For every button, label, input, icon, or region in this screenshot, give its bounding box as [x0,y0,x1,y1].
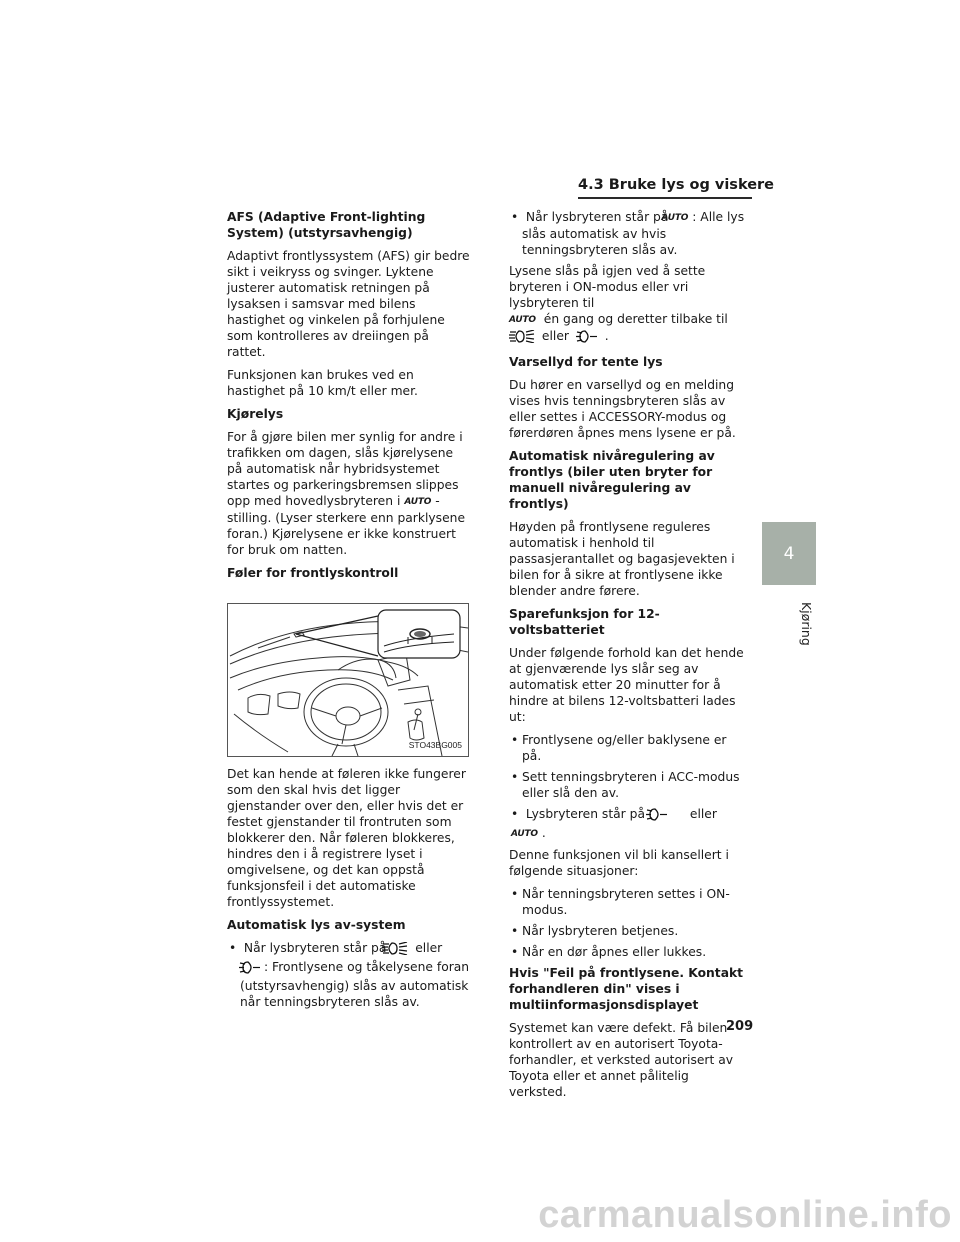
auto-bullet [509,209,749,258]
save-bullet-3-text-a: Lysbryteren står på [525,807,645,821]
chapter-tab [762,522,816,585]
afs-paragraph-1: Adaptivt frontlyssystem (AFS) gir bedre sikt i veikryss og svinger. Lyktene justerer automatisk retningen på lysaksen i samsvar med bilens hastighet og vinkelen på forhjulene som kontrolleres av dreiingen på rattet. [227,249,470,359]
afs-paragraph-2: Funksjonen kan brukes ved en hastighet på 10 km/t eller mer. [227,368,418,398]
watermark: carmanualsonline.info [538,1193,952,1236]
auto-off-bullet-1 [227,940,471,1010]
tail-light-icon [576,330,598,347]
auto-off-text-c: : Frontlysene og tåkelysene foran (utstyrsavhengig) slås av automatisk når tenningsbryteren slås av. [240,960,470,1009]
drl-heading: Kjørelys [227,407,284,421]
cancel-bullet-2: • Når lysbryteren betjenes. [509,923,749,939]
warn-heading: Varsellyd for tente lys [509,355,663,369]
cancel-bullet-1: • Når tenningsbryteren settes i ON-modus. [509,886,749,918]
save-bullet-2: • Sett tenningsbryteren i ACC-modus eller slå den av. [509,769,749,801]
chapter-number: 4 [783,543,795,564]
save-paragraph: Under følgende forhold kan det hende at gjenværende lys slår seg av automatisk etter 20 minutter for å hindre at bilens 12-voltsbatteri lades ut: [509,646,744,724]
dashboard-sensor-figure [227,603,469,757]
auto-bullet-text-b: : Alle lys slås automatisk av hvis tenningsbryteren slås av. [522,210,745,257]
drl-text-b: -stilling. (Lyser sterkere enn parklysene foran.) Kjørelysene er ikke konstruert for bruk om natten. [227,494,466,557]
auto-off-heading: Automatisk lys av-system [227,918,406,932]
tail-light-icon [250,961,261,978]
save-bullet-1: • Frontlysene og/eller baklysene er på. [509,732,749,764]
right-column [509,209,749,1107]
auto-icon: AUTO [511,829,538,839]
save-bullet-3-text-c: . [541,826,546,840]
save-bullet-3 [509,806,749,842]
dashboard-illustration [228,604,468,756]
fault-paragraph: Systemet kan være defekt. Få bilen kontrollert av en autorisert Toyota-forhandler, et verksted autorisert av Toyota eller et annet pålitelig verksted. [509,1021,734,1099]
auto-icon: AUTO [404,497,432,507]
cancel-paragraph: Denne funksjonen vil bli kansellert i følgende situasjoner: [509,848,729,878]
level-heading: Automatisk nivåregulering av frontlys (biler uten bryter for manuell nivåregulering av frontlys) [509,449,715,511]
tail-light-icon [657,808,668,825]
relit-text-a: Lysene slås på igjen ved å sette bryteren i ON-modus eller vri lysbryteren til [509,264,706,310]
fault-heading: Hvis "Feil på frontlysene. Kontakt forhandleren din" vises i multiinformasjonsdisplayet [509,966,744,1012]
header-rule [578,197,752,199]
left-column [227,209,471,1015]
section-header: 4.3 Bruke lys og viskere [578,177,775,193]
auto-off-text-a: Når lysbryteren står på [243,941,387,955]
drl-text-a: For å gjøre bilen mer synlig for andre i trafikken om dagen, slås kjørelysene på automatisk når hybridsystemet startes og parkeringsbremsen slippes opp med hovedlysbryteren i [227,430,463,508]
sensor-paragraph: Det kan hende at føleren ikke fungerer som den skal hvis det ligger gjenstander over den, eller hvis det er festet gjenstander til frontruten som blokkerer den. Når føleren blokkeres, hindres den i å registrere lyset i omgivelsene, og det kan oppstå funksjonsfeil i det automatiske frontlyssystemet. [227,767,466,909]
auto-off-text-b: eller [415,941,443,955]
relit-paragraph [509,263,749,347]
afs-heading: AFS (Adaptive Front-lighting System) (utstyrsavhengig) [227,210,426,240]
drl-paragraph [227,429,471,558]
level-paragraph: Høyden på frontlysene reguleres automatisk i henhold til passasjerantallet og bagasjevekten i bilen for å sikre at frontlysene ikke blender andre førere. [509,520,735,598]
relit-text-b: én gang og deretter tilbake til [543,312,728,326]
relit-text-c: eller [541,329,569,343]
save-bullet-3-text-b: eller [689,807,717,821]
save-heading: Sparefunksjon for 12-voltsbatteriet [509,607,660,637]
sensor-heading: Føler for frontlyskontroll [227,566,399,580]
auto-icon: AUTO [509,315,536,325]
chapter-label: Kjøring [799,602,814,646]
figure-code: STO43BG005 [408,740,462,750]
auto-bullet-text-a: Når lysbryteren står på [525,210,669,224]
relit-text-d: . [604,329,609,343]
auto-icon: AUTO [661,213,689,223]
page-number: 209 [726,1019,754,1034]
cancel-bullet-3: • Når en dør åpnes eller lukkes. [509,944,749,960]
warn-paragraph: Du hører en varsellyd og en melding vises hvis tenningsbryteren slås av eller settes i ACCESSORY-modus og førerdøren åpnes mens lysene er på. [509,378,736,440]
headlight-icon [509,330,535,347]
headlight-icon [393,942,408,959]
